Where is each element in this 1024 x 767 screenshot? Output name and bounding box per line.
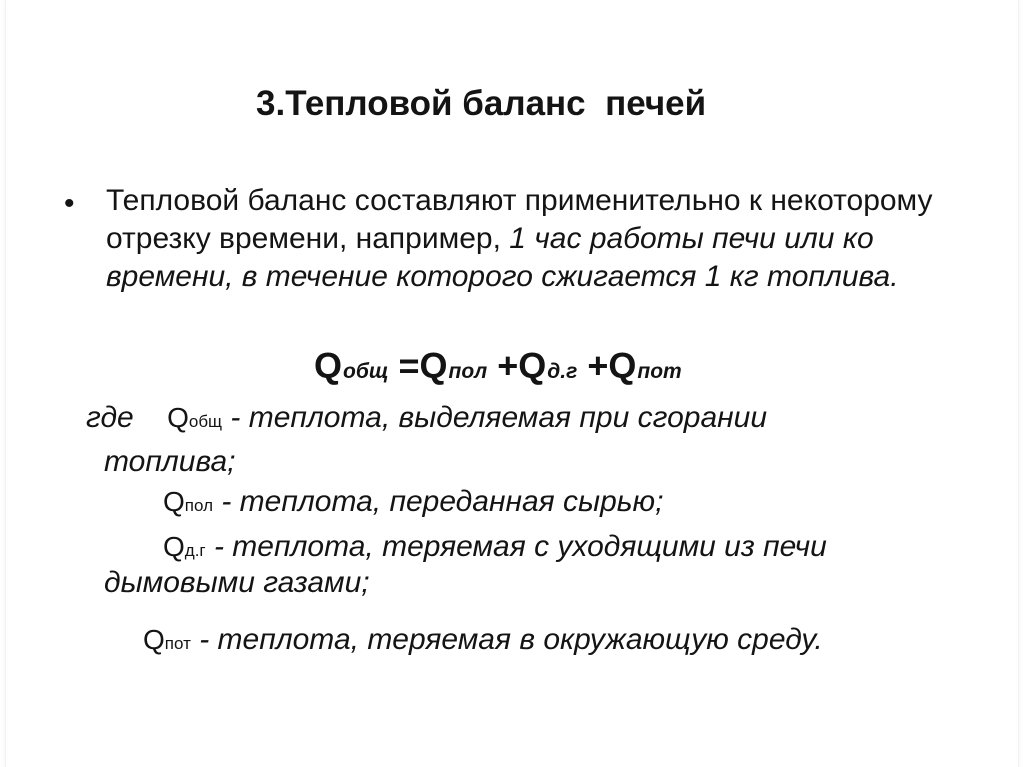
slide-title: 3.Тепловой баланс печей — [256, 84, 707, 123]
formula-sub1: общ — [343, 360, 389, 383]
formula-sub2: пол — [448, 360, 488, 383]
where-label: где — [86, 401, 134, 434]
formula-op3: + — [577, 345, 609, 386]
symbol-q-flue-gas — [163, 531, 206, 562]
symbol-q-total — [167, 402, 222, 433]
definition-text: - теплота, выделяемая при сгорании — [222, 401, 768, 434]
symbol-subscript: пол — [184, 496, 213, 515]
definition-text: - теплота, теряемая в окружающую среду. — [190, 623, 823, 656]
definition-q-flue-gas-cont: дымовыми газами; — [104, 566, 370, 599]
symbol-subscript: пот — [164, 634, 191, 653]
symbol-letter: Q — [163, 531, 185, 562]
symbol-letter: Q — [167, 402, 189, 433]
symbol-q-loss — [143, 624, 191, 655]
formula-op1: = — [388, 345, 420, 386]
symbol-q-useful — [163, 486, 213, 517]
definition-continuation: топлива; — [104, 445, 236, 478]
formula-q1: Q — [314, 345, 343, 386]
definition-q-useful — [163, 482, 663, 526]
formula-q3: Q — [518, 345, 547, 386]
bullet-paragraph — [106, 182, 966, 296]
definition-text: - теплота, теряемая с уходящими из печи — [205, 530, 827, 563]
heat-balance-formula — [314, 345, 682, 387]
definition-q-loss — [143, 620, 823, 664]
symbol-letter: Q — [143, 624, 165, 655]
symbol-subscript: общ — [188, 412, 223, 431]
formula-sub3: д.г — [547, 360, 578, 383]
definition-q-total — [86, 398, 767, 482]
slide — [6, 0, 1018, 767]
definition-text: - теплота, переданная сырью; — [213, 485, 664, 518]
formula-q4: Q — [608, 345, 637, 386]
bullet-text-normal: Тепловой баланс составляют применительно к некоторому отрезку времени, например, — [106, 184, 933, 255]
symbol-letter: Q — [163, 486, 185, 517]
bullet-marker: • — [64, 187, 75, 220]
formula-q2: Q — [419, 345, 448, 386]
bullet-text-italic: 1 час работы печи или ко времени, в течение которого сжигается 1 кг топлива. — [106, 222, 899, 293]
formula-op2: + — [487, 345, 519, 386]
formula-sub4: пот — [637, 360, 682, 383]
symbol-subscript: д.г — [184, 541, 206, 560]
